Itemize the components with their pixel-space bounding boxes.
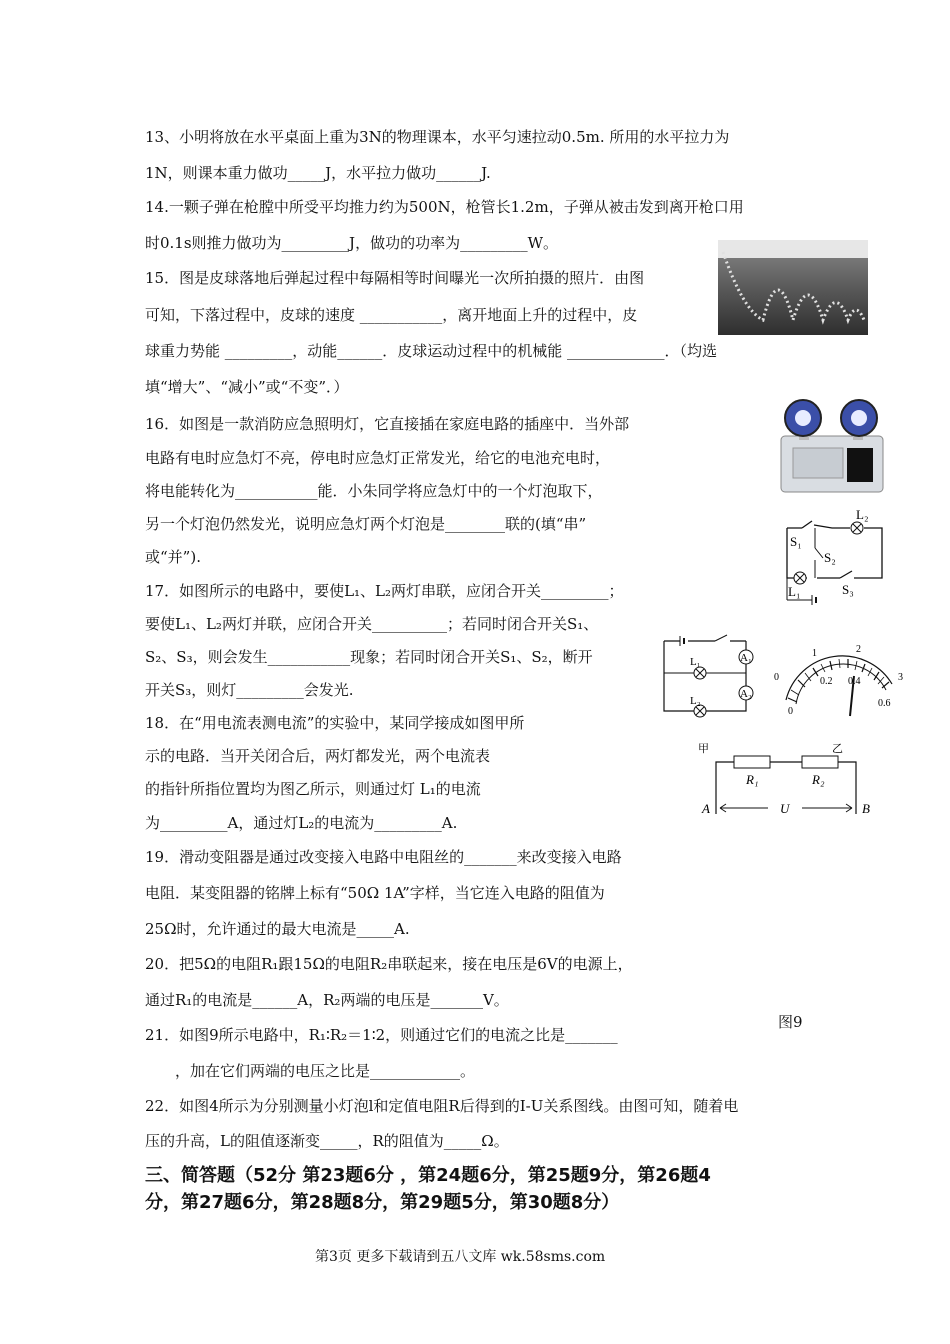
page-footer: 第3页 更多下载请到五八文库 wk.58sms.com <box>315 1249 606 1265</box>
meter-bottom-04: 0.4 <box>848 676 861 687</box>
q18-line3: 的指针所指位置均为图乙所示，则通过灯 L₁的电流 <box>145 780 481 798</box>
q19-line3: 25Ω时，允许通过的最大电流是_____A. <box>145 920 410 938</box>
emergency-light-image <box>773 396 891 496</box>
series-label-r2: R₂ <box>812 772 825 787</box>
series-label-r1: R₁ <box>746 772 759 787</box>
ammeter-dial <box>768 640 908 718</box>
q14-line1: 14.一颗子弹在枪膛中所受平均推力约为500N，枪管长1.2m，子弹从被击发到离开枪口用 <box>145 198 744 216</box>
q18-line4: 为_________A，通过灯L₂的电流为_________A. <box>145 814 458 832</box>
q16-line3: 将电能转化为___________能．小朱同学将应急灯中的一个灯泡取下， <box>145 482 603 500</box>
meter-bottom-0: 0 <box>788 706 793 717</box>
q17-line3: S₂、S₃，则会发生___________现象；若同时闭合开关S₁、S₂，断开 <box>145 648 593 666</box>
q22-line1: 22．如图4所示为分别测量小灯泡l和定值电阻R后得到的I-U关系图线。由图可知，随着电 <box>145 1097 739 1115</box>
section3-heading-line1: 三、简答题（52分 第23题6分 ，第24题6分，第25题9分，第26题4 <box>145 1165 711 1186</box>
circuit1-label-s2: S₂ <box>824 550 836 565</box>
section3-heading-line2: 分，第27题6分，第28题8分，第29题5分，第30题8分） <box>145 1192 620 1213</box>
circuit2-label-l1: L₁ <box>690 656 701 668</box>
q15-line2: 可知，下落过程中，皮球的速度 ___________，离开地面上升的过程中，皮 <box>145 306 638 324</box>
q19-line2: 电阻．某变阻器的铭牌上标有“50Ω 1A”字样，当它连入电路的阻值为 <box>145 884 605 902</box>
circuit1-label-s3: S₃ <box>842 582 854 597</box>
q20-line1: 20．把5Ω的电阻R₁跟15Ω的电阻R₂串联起来，接在电压是6V的电源上， <box>145 955 633 973</box>
q20-line2: 通过R₁的电流是______A，R₂两端的电压是_______V。 <box>145 991 509 1009</box>
circuit-diagram-switches <box>782 508 890 608</box>
q13-line2: 1N，则课本重力做功_____J，水平拉力做功______J. <box>145 164 491 182</box>
series-label-u: U <box>780 801 790 816</box>
series-resistor-diagram <box>698 738 878 820</box>
circuit1-label-l2: L₂ <box>856 508 869 522</box>
q21-line2: ，加在它们两端的电压之比是____________。 <box>175 1062 476 1080</box>
figure-9-caption: 图9 <box>778 1013 803 1031</box>
meter-bottom-06: 0.6 <box>878 698 891 709</box>
circuit2-label-a1: A₁ <box>740 652 752 664</box>
q16-line4: 另一个灯泡仍然发光，说明应急灯两个灯泡是________联的(填“串” <box>145 515 587 533</box>
q16-line1: 16．如图是一款消防应急照明灯，它直接插在家庭电路的插座中．当外部 <box>145 415 630 433</box>
q15-line1: 15．图是皮球落地后弹起过程中每隔相等时间曝光一次所拍摄的照片．由图 <box>145 269 645 287</box>
q22-line2: 压的升高，L的阻值逐渐变_____，R的阻值为_____Ω。 <box>145 1132 509 1150</box>
q21-line1: 21．如图9所示电路中，R₁∶R₂＝1∶2，则通过它们的电流之比是_______ <box>145 1026 618 1044</box>
circuit2-label-l2: L₂ <box>690 695 701 707</box>
q16-line5: 或“并”). <box>145 548 201 566</box>
q18-line1: 18．在“用电流表测电流”的实验中，某同学接成如图甲所 <box>145 714 525 732</box>
circuit1-label-l1: L₁ <box>788 584 801 599</box>
meter-top-1: 1 <box>812 648 817 659</box>
q16-line2: 电路有电时应急灯不亮，停电时应急灯正常发光，给它的电池充电时， <box>145 449 611 467</box>
q17-line1: 17．如图所示的电路中，要使L₁、L₂两灯串联，应闭合开关_________； <box>145 582 624 600</box>
series-label-b: B <box>862 801 870 816</box>
q17-line4: 开关S₃，则灯_________会发光. <box>145 681 354 699</box>
q18-line2: 示的电路．当开关闭合后，两灯都发光，两个电流表 <box>145 747 491 765</box>
q13-line1: 13、小明将放在水平桌面上重为3N的物理课本，水平匀速拉动0.5m. 所用的水平拉力为 <box>145 128 730 146</box>
bouncing-ball-photo <box>718 240 868 335</box>
q15-line4: 填“增大”、“减小”或“不变”．） <box>145 378 349 396</box>
meter-bottom-02: 0.2 <box>820 676 833 687</box>
circuit1-label-s1: S₁ <box>790 534 802 549</box>
meter-top-3: 3 <box>898 672 903 683</box>
q17-line2: 要使L₁、L₂两灯并联，应闭合开关__________；若同时闭合开关S₁、 <box>145 615 599 633</box>
circuit2-label-a2: A₂ <box>740 688 752 700</box>
circuit-diagram-ammeters <box>660 633 760 719</box>
meter-top-2: 2 <box>856 644 861 655</box>
q15-line3: 球重力势能 _________，动能______．皮球运动过程中的机械能 _____________．（均选 <box>145 342 718 360</box>
q19-line1: 19．滑动变阻器是通过改变接入电路中电阻丝的_______来改变接入电路 <box>145 848 622 866</box>
series-label-jia: 甲 <box>698 743 709 755</box>
q14-line2: 时0.1s则推力做功为_________J，做功的功率为_________W。 <box>145 234 558 252</box>
series-label-a: A <box>702 801 710 816</box>
meter-top-0: 0 <box>774 672 779 683</box>
series-label-yi: 乙 <box>832 743 843 755</box>
